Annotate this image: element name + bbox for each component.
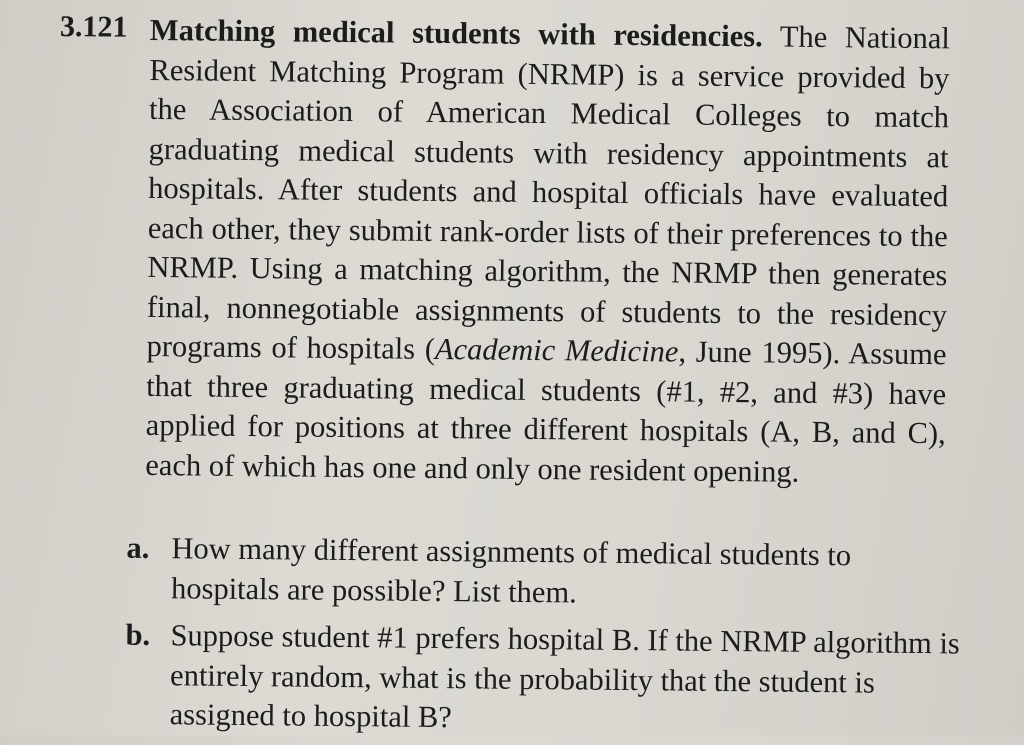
problem-statement <box>145 11 950 493</box>
problem-text-part1: The National Resident Matching Program (NRMP) is a service provided by the Association of American Medical Colleges to match graduating medical students with residency appointments at hospitals. After students and hospital officials have evaluated each other, they submit rank-order lists of their preferences to the NRMP. Using a matching algorithm, the NRMP then generates final, nonnegotiable assignments of students to the residency programs of hospitals ( <box>146 19 951 366</box>
part-text: Suppose student #1 prefers hospital B. If the NRMP algorithm is entirely random, what is the probability that the student is assigned to hospital B? <box>169 618 960 735</box>
problem-number: 3.121 <box>59 10 128 44</box>
journal-name: Academic Medicine <box>434 331 679 369</box>
problem-title: Matching medical students with residencies. <box>149 12 763 54</box>
problem-text-part2: , June 1995). Assume that three graduating medical students (#1, #2, and #3) have applied for positions at three different hospitals (A, B, and C), each of which has one and only one resident opening. <box>145 334 947 489</box>
part-letter: b. <box>125 617 151 652</box>
question-part-a <box>126 529 967 617</box>
part-text: How many different assignments of medical students to hospitals are possible? List them. <box>170 531 852 609</box>
part-letter: a. <box>126 530 150 565</box>
question-part-b <box>125 616 966 743</box>
question-parts <box>125 529 967 743</box>
